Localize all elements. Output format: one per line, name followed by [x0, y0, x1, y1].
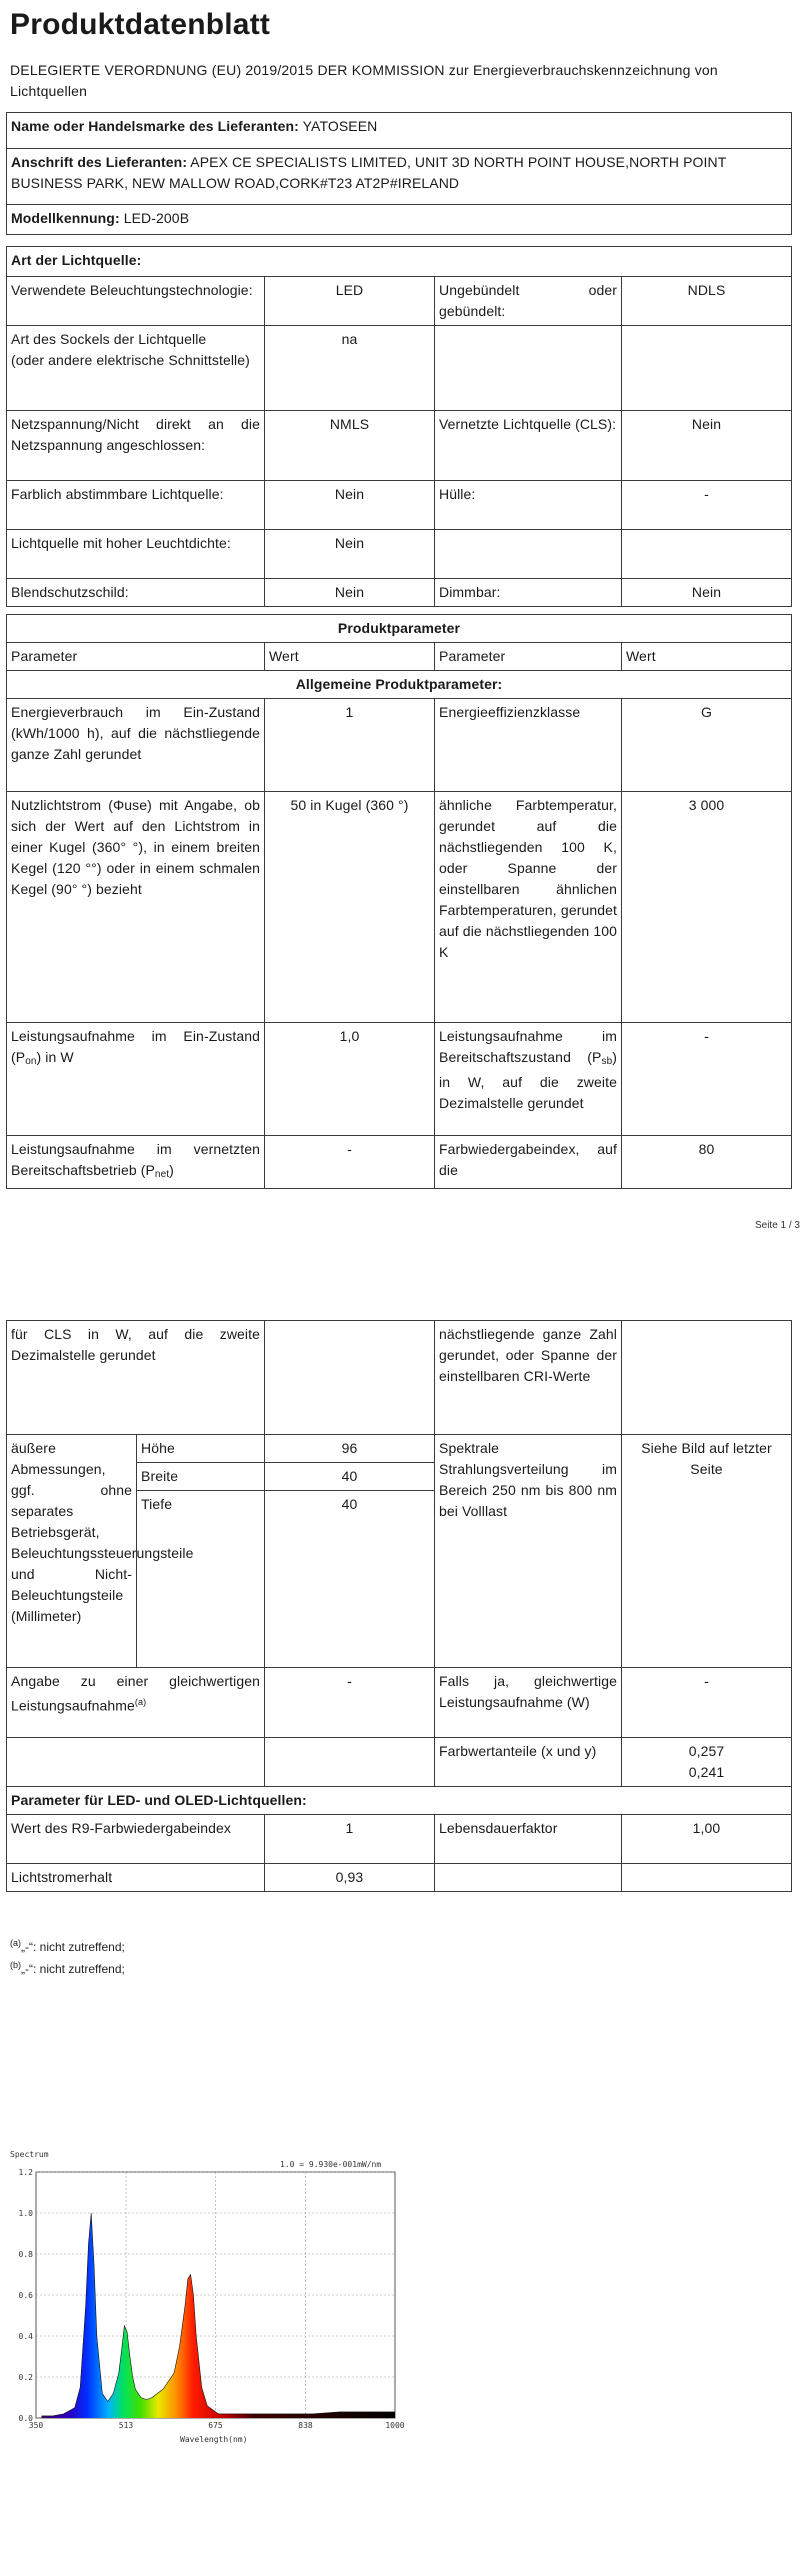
table-row — [7, 1136, 792, 1189]
power-network-label — [7, 1136, 265, 1189]
x-tick-label: 350 — [28, 2421, 44, 2430]
empty-cell — [622, 530, 792, 579]
cct-value: 3 000 — [622, 792, 792, 1023]
dimension-depth-value: 40 — [265, 1491, 435, 1668]
power-standby-label-text: Leistungsaufnahme im Bereitschaftszustand (P — [439, 1028, 617, 1065]
table-row — [7, 247, 792, 277]
table-row — [7, 1864, 792, 1892]
page-number: Seite 1 / 3 — [754, 1220, 800, 1231]
empty-cell — [265, 1321, 435, 1435]
dimension-depth-label: Tiefe — [137, 1491, 265, 1668]
lightsource-table — [6, 246, 792, 607]
power-standby-label-unit: ) in W, auf die zweite Dezimalstelle gerundet — [439, 1049, 617, 1111]
table-row — [7, 530, 792, 579]
equivalent-power-w-label: Falls ja, gleichwertige Leistungsaufnahme (W) — [435, 1668, 622, 1738]
socket-label-line2: (oder andere elektrische Schnittstelle) — [11, 352, 250, 368]
r9-value: 1 — [265, 1815, 435, 1864]
empty-cell — [622, 1321, 792, 1435]
empty-cell — [622, 326, 792, 411]
chart-x-axis-label: Wavelength(nm) — [180, 2435, 248, 2444]
lightsource-section-heading: Art der Lichtquelle: — [7, 247, 792, 277]
directional-label: Ungebündelt oder gebündelt: — [435, 277, 622, 326]
mains-label: Netzspannung/Nicht direkt an die Netzspannung angeschlossen: — [7, 411, 265, 481]
equivalent-power-w-value: - — [622, 1668, 792, 1738]
general-parameters-heading: Allgemeine Produktparameter: — [7, 671, 792, 699]
lumen-maintenance-value: 0,93 — [265, 1864, 435, 1892]
x-tick-label: 513 — [118, 2421, 134, 2430]
spectral-distribution-label: Spektrale Strahlungsverteilung im Bereich 250 nm bis 800 nm bei Volllast — [435, 1435, 622, 1668]
dimmable-value: Nein — [622, 579, 792, 607]
table-row — [7, 1321, 792, 1435]
spectral-distribution-value: Siehe Bild auf letzter Seite — [622, 1435, 792, 1668]
model-value: LED-200B — [123, 210, 190, 226]
tunable-label: Farblich abstimmbare Lichtquelle: — [7, 481, 265, 530]
luminous-flux-value: 50 in Kugel (360 °) — [265, 792, 435, 1023]
column-header-value: Wert — [622, 643, 792, 671]
table-row — [7, 481, 792, 530]
envelope-value: - — [622, 481, 792, 530]
table-row — [7, 615, 792, 643]
dimmable-label: Dimmbar: — [435, 579, 622, 607]
lifetime-factor-value: 1,00 — [622, 1815, 792, 1864]
chromaticity-label: Farbwertanteile (x und y) — [435, 1738, 622, 1787]
supplier-table — [6, 112, 792, 235]
table-row — [7, 1738, 792, 1787]
table-row — [7, 1668, 792, 1738]
y-tick-label: 0.4 — [18, 2332, 33, 2341]
luminous-flux-label: Nutzlichtstrom (Φuse) mit Angabe, ob sich der Wert auf den Lichtstrom in einer Kugel (360° °), in einem breiten Kegel (120 °°) oder in einem schmalen Kegel (90° °) bezieht — [7, 792, 265, 1023]
footnote-a — [10, 1938, 125, 1954]
table-row — [7, 579, 792, 607]
chromaticity-x: 0,257 — [688, 1743, 725, 1759]
footnote-a-text: „-“: nicht zutreffend; — [21, 1940, 125, 1954]
hld-label: Lichtquelle mit hoher Leuchtdichte: — [7, 530, 265, 579]
directional-value: NDLS — [622, 277, 792, 326]
power-on-label — [7, 1023, 265, 1136]
table-row — [7, 1815, 792, 1864]
cct-label: ähnliche Farbtemperatur, gerundet auf die nächstliegenden 100 K, oder Spanne der einstellbaren ähnlichen Farbtemperaturen, gerundet auf die nächstliegenden 100 K — [435, 792, 622, 1023]
power-on-label-unit: ) in W — [36, 1049, 74, 1065]
technology-value: LED — [265, 277, 435, 326]
empty-cell — [435, 326, 622, 411]
power-on-subscript: on — [25, 1056, 37, 1067]
energy-on-value: 1 — [265, 699, 435, 792]
envelope-label: Hülle: — [435, 481, 622, 530]
x-tick-label: 675 — [208, 2421, 223, 2430]
table-row — [7, 671, 792, 699]
hld-value: Nein — [265, 530, 435, 579]
table-row — [7, 1435, 792, 1463]
equivalent-power-label — [7, 1668, 265, 1738]
power-network-value: - — [265, 1136, 435, 1189]
table-row — [7, 113, 792, 149]
supplier-name-cell — [7, 113, 792, 149]
table-row — [7, 643, 792, 671]
column-header-parameter: Parameter — [7, 643, 265, 671]
power-standby-label — [435, 1023, 622, 1136]
model-label: Modellkennung: — [11, 210, 120, 226]
table-row — [7, 1787, 792, 1815]
continued-parameters-table — [6, 1320, 792, 1892]
document-subtitle: DELEGIERTE VERORDNUNG (EU) 2019/2015 DER KOMMISSION zur Energieverbrauchskennzeichnung von Lichtquellen — [10, 62, 718, 99]
cri-label: Farbwiedergabeindex, auf die — [435, 1136, 622, 1189]
equivalent-power-footnote-ref: (a) — [134, 1697, 147, 1707]
dimension-width-value: 40 — [265, 1463, 435, 1491]
dimensions-label: äußere Abmessungen, ggf. ohne separates Betriebsgerät, Beleuchtungssteuerungsteile und Nicht-Beleuchtungsteile (Millimeter) — [7, 1435, 137, 1668]
antiglare-value: Nein — [265, 579, 435, 607]
socket-label-line1: Art des Sockels der Lichtquelle — [11, 331, 207, 347]
column-header-parameter: Parameter — [435, 643, 622, 671]
footnote-b-text: „-“: nicht zutreffend; — [21, 1962, 125, 1976]
energy-on-label: Energieverbrauch im Ein-Zustand (kWh/1000 h), auf die nächstliegende ganze Zahl gerundet — [7, 699, 265, 792]
empty-cell — [7, 1738, 265, 1787]
x-tick-label: 1000 — [385, 2421, 405, 2430]
mains-value: NMLS — [265, 411, 435, 481]
equivalent-power-value: - — [265, 1668, 435, 1738]
y-tick-label: 0.2 — [18, 2373, 33, 2382]
power-on-value: 1,0 — [265, 1023, 435, 1136]
cri-continued: nächstliegende ganze Zahl gerundet, oder Spanne der einstellbaren CRI-Werte — [435, 1321, 622, 1435]
socket-label — [7, 326, 265, 411]
cls-label: Vernetzte Lichtquelle (CLS): — [435, 411, 622, 481]
column-header-value: Wert — [265, 643, 435, 671]
y-tick-label: 0.0 — [18, 2414, 33, 2423]
footnote-b — [10, 1960, 125, 1976]
chart-title: Spectrum — [10, 2150, 49, 2159]
table-row — [7, 277, 792, 326]
supplier-address-cell — [7, 149, 792, 205]
y-tick-label: 0.8 — [18, 2250, 33, 2259]
power-standby-value: - — [622, 1023, 792, 1136]
socket-value: na — [265, 326, 435, 411]
empty-cell — [622, 1864, 792, 1892]
cri-value: 80 — [622, 1136, 792, 1189]
chromaticity-y: 0,241 — [688, 1764, 725, 1780]
table-row — [7, 149, 792, 205]
y-tick-label: 0.6 — [18, 2291, 33, 2300]
table-row — [7, 699, 792, 792]
product-section-heading: Produktparameter — [7, 615, 792, 643]
dimension-height-label: Höhe — [137, 1435, 265, 1463]
footnote-a-marker: (a) — [10, 1938, 21, 1948]
table-row — [7, 205, 792, 235]
technology-label: Verwendete Beleuchtungstechnologie: — [7, 277, 265, 326]
empty-cell — [435, 1864, 622, 1892]
power-network-continued: für CLS in W, auf die zweite Dezimalstelle gerundet — [7, 1321, 265, 1435]
y-tick-label: 1.0 — [18, 2209, 33, 2218]
model-cell — [7, 205, 792, 235]
table-row — [7, 326, 792, 411]
table-row — [7, 411, 792, 481]
dimension-height-value: 96 — [265, 1435, 435, 1463]
supplier-address-value: APEX CE SPECIALISTS LIMITED, UNIT 3D NORTH POINT HOUSE,NORTH POINT BUSINESS PARK, NEW MALLOW ROAD,CORK#T23 AT2P#IRELAND — [11, 154, 727, 191]
lifetime-factor-label: Lebensdauerfaktor — [435, 1815, 622, 1864]
chart-annotation: 1.0 = 9.930e-001mW/nm — [280, 2160, 382, 2169]
x-tick-label: 838 — [298, 2421, 313, 2430]
table-row — [7, 792, 792, 1023]
spectrum-chart — [10, 2150, 405, 2445]
energy-class-label: Energieeffizienzklasse — [435, 699, 622, 792]
led-section-heading: Parameter für LED- und OLED-Lichtquellen: — [7, 1787, 792, 1815]
equivalent-power-label-text: Angabe zu einer gleichwertigen Leistungsaufnahme — [11, 1673, 260, 1714]
document-title: Produktdatenblatt — [10, 8, 271, 41]
energy-class-value: G — [622, 699, 792, 792]
power-network-label-unit: ) — [169, 1162, 174, 1178]
power-network-subscript: net — [154, 1169, 170, 1180]
tunable-value: Nein — [265, 481, 435, 530]
y-tick-label: 1.2 — [18, 2168, 33, 2177]
cls-value: Nein — [622, 411, 792, 481]
footnote-b-marker: (b) — [10, 1960, 21, 1970]
power-network-label-text: Leistungsaufnahme im vernetzten Bereitschaftsbetrieb (P — [11, 1141, 260, 1178]
lumen-maintenance-label: Lichtstromerhalt — [7, 1864, 265, 1892]
antiglare-label: Blendschutzschild: — [7, 579, 265, 607]
table-row — [7, 1023, 792, 1136]
power-on-label-text: Leistungsaufnahme im Ein-Zustand (P — [11, 1028, 260, 1065]
chromaticity-value — [622, 1738, 792, 1787]
empty-cell — [435, 530, 622, 579]
power-standby-subscript: sb — [601, 1056, 613, 1067]
supplier-name-label: Name oder Handelsmarke des Lieferanten: — [11, 118, 299, 134]
r9-label: Wert des R9-Farbwiedergabeindex — [7, 1815, 265, 1864]
product-parameters-table — [6, 614, 792, 1189]
dimension-width-label: Breite — [137, 1463, 265, 1491]
spectrum-svg — [10, 2150, 405, 2445]
empty-cell — [265, 1738, 435, 1787]
supplier-name-value: YATOSEEN — [302, 118, 378, 134]
supplier-address-label: Anschrift des Lieferanten: — [11, 154, 188, 170]
